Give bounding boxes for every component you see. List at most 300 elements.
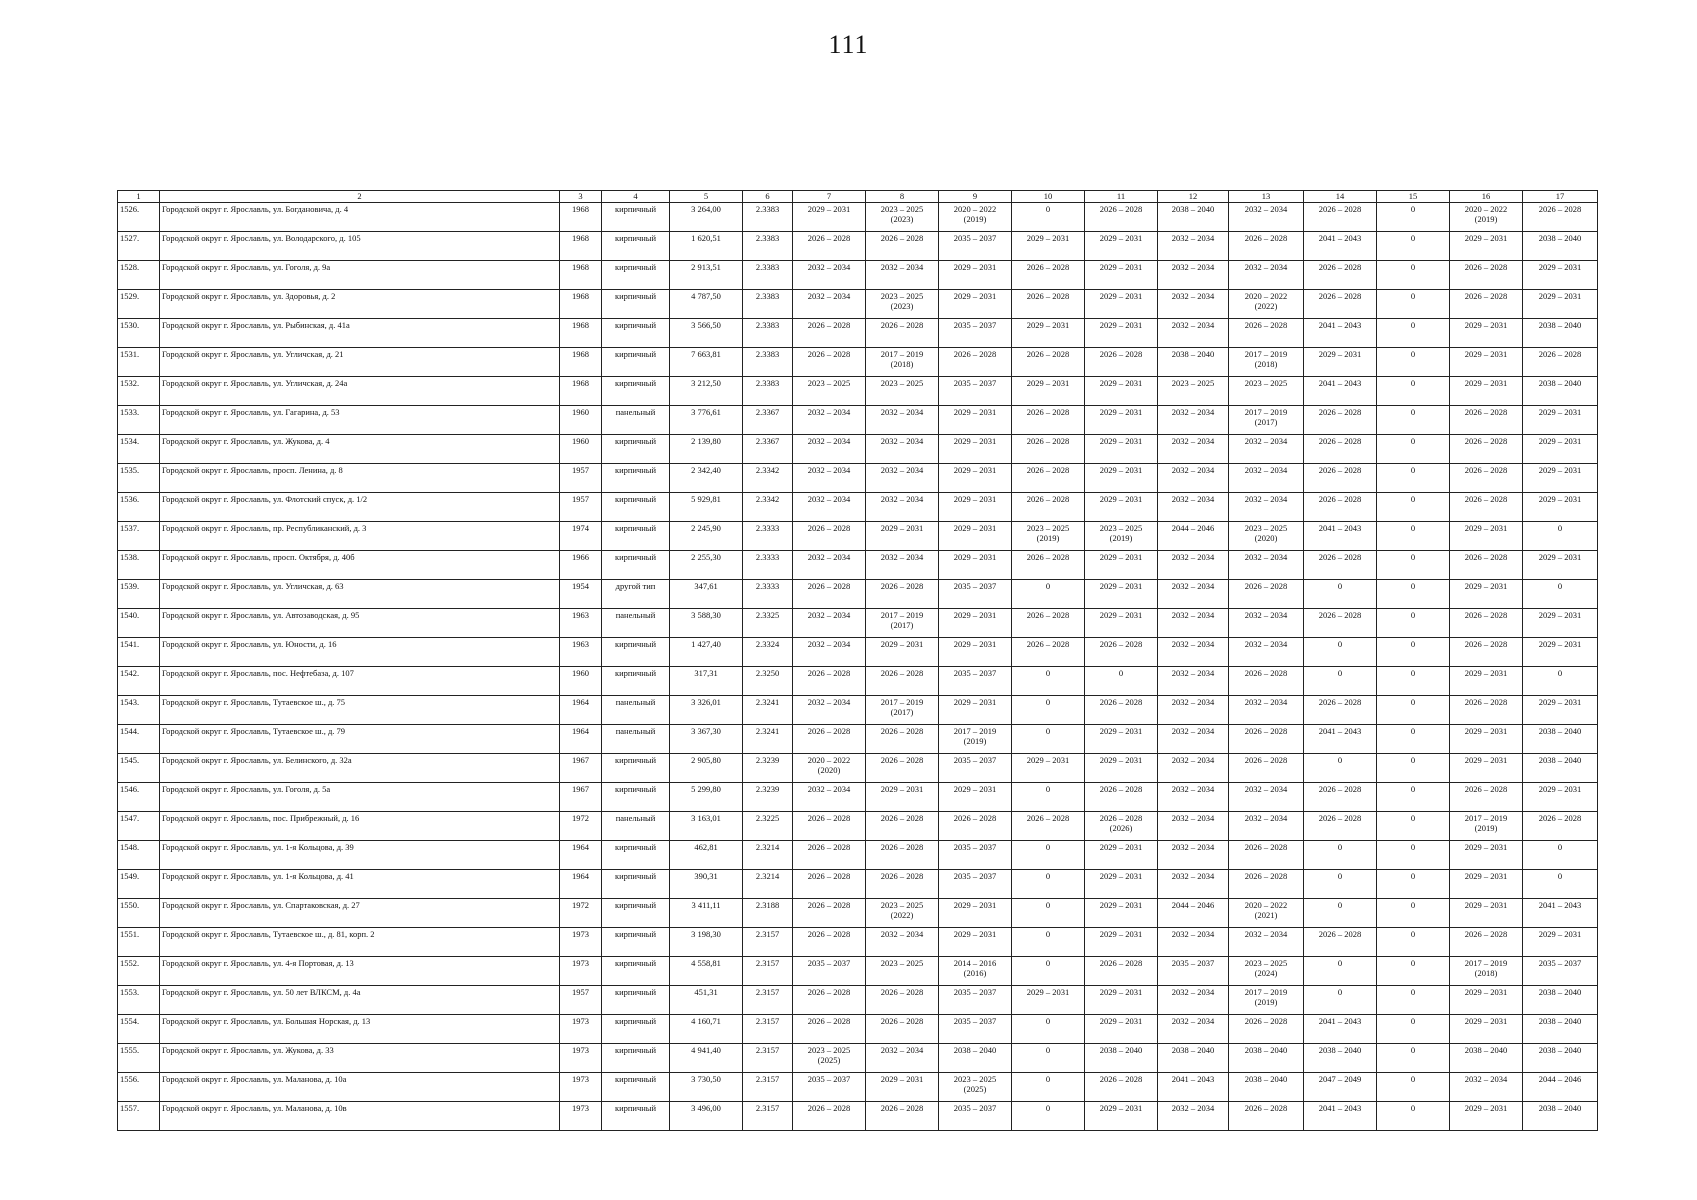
- cell-value: 1557.: [120, 1103, 140, 1113]
- period-col-8-cell: [866, 812, 939, 841]
- cell-subvalue: (2019): [1036, 533, 1060, 544]
- cell-value: 2026 – 2028: [1244, 842, 1288, 852]
- cell-value: 2026 – 2028: [807, 349, 851, 359]
- cell-value: 2038 – 2040: [1171, 1045, 1215, 1055]
- period-col-12-cell: [1158, 812, 1229, 841]
- period-col-12-cell: [1158, 1102, 1229, 1131]
- period-col-8-cell: [866, 1073, 939, 1102]
- cell-value: 2026 – 2028: [1464, 610, 1508, 620]
- period-col-12-cell: [1158, 580, 1229, 609]
- table-row: [118, 319, 1598, 348]
- wall-material-cell: [602, 638, 670, 667]
- area-cell: [670, 870, 743, 899]
- year-built-cell: [560, 783, 602, 812]
- period-col-16-cell: [1450, 1073, 1523, 1102]
- cell-value: 2.3324: [755, 639, 780, 649]
- period-col-17-cell: [1523, 1102, 1598, 1131]
- area-cell: [670, 899, 743, 928]
- cell-value: 2038 – 2040: [1538, 1045, 1582, 1055]
- cell-value: 1544.: [120, 726, 140, 736]
- period-col-17-cell: [1523, 667, 1598, 696]
- period-col-8-cell: [866, 667, 939, 696]
- period-col-11-cell: [1085, 783, 1158, 812]
- cell-value: кирпичный: [614, 291, 657, 301]
- cell-value: 2032 – 2034: [880, 494, 924, 504]
- period-col-10-cell: [1012, 928, 1085, 957]
- period-col-15-cell: [1377, 1044, 1450, 1073]
- period-col-17-cell: [1523, 696, 1598, 725]
- cell-value: 1972: [572, 813, 589, 823]
- cell-value: 0: [1045, 1016, 1051, 1026]
- cell-value: 2032 – 2034: [1171, 233, 1215, 243]
- cell-value: 2029 – 2031: [1099, 465, 1143, 475]
- cell-value: 0: [1410, 1074, 1416, 1084]
- cell-value: 2029 – 2031: [1464, 987, 1508, 997]
- period-col-9-cell: [939, 377, 1012, 406]
- year-built-cell: [560, 899, 602, 928]
- cell-value: 1957: [572, 494, 589, 504]
- cell-value: 1530.: [120, 320, 140, 330]
- cell-value: 1973: [572, 1016, 589, 1026]
- cell-value: 2029 – 2031: [880, 1074, 924, 1084]
- period-col-7-cell: [793, 435, 866, 464]
- period-col-14-cell: [1304, 580, 1377, 609]
- period-col-15-cell: [1377, 435, 1450, 464]
- cell-value: Городской округ г. Ярославль, ул. Здоровья, д. 2: [162, 291, 336, 301]
- period-col-11-cell: [1085, 377, 1158, 406]
- cell-value: 2035 – 2037: [1538, 958, 1582, 968]
- cell-value: 0: [1337, 900, 1343, 910]
- period-col-9-cell: [939, 638, 1012, 667]
- period-col-15-cell: [1377, 696, 1450, 725]
- cell-value: 2029 – 2031: [1099, 1016, 1143, 1026]
- cell-value: 1964: [572, 726, 589, 736]
- cell-value: 1554.: [120, 1016, 140, 1026]
- cell-value: 2032 – 2034: [880, 407, 924, 417]
- area-cell: [670, 319, 743, 348]
- period-col-13-cell: [1229, 319, 1304, 348]
- coefficient-cell: [743, 667, 793, 696]
- address-cell: [160, 609, 560, 638]
- period-col-16-cell: [1450, 812, 1523, 841]
- cell-value: 2029 – 2031: [1538, 291, 1582, 301]
- period-col-14-cell: [1304, 319, 1377, 348]
- cell-value: Городской округ г. Ярославль, ул. Белинского, д. 32а: [162, 755, 352, 765]
- coefficient-cell: [743, 783, 793, 812]
- cell-value: 2026 – 2028: [807, 987, 851, 997]
- area-cell: [670, 1015, 743, 1044]
- cell-value: 2035 – 2037: [953, 1016, 997, 1026]
- cell-value: 2020 – 2022: [1244, 291, 1288, 301]
- row-number-cell: [118, 783, 160, 812]
- row-number-cell: [118, 696, 160, 725]
- table-row: [118, 638, 1598, 667]
- cell-value: 2.3367: [755, 436, 780, 446]
- cell-value: Городской округ г. Ярославль, ул. Флотский спуск, д. 1/2: [162, 494, 368, 504]
- wall-material-cell: [602, 754, 670, 783]
- period-col-8-cell: [866, 406, 939, 435]
- cell-value: 2032 – 2034: [1171, 407, 1215, 417]
- period-col-16-cell: [1450, 609, 1523, 638]
- cell-value: 1963: [572, 639, 589, 649]
- cell-value: 2026 – 2028: [880, 842, 924, 852]
- cell-value: 0: [1410, 465, 1416, 475]
- period-col-16-cell: [1450, 1015, 1523, 1044]
- cell-value: 2.3333: [755, 581, 780, 591]
- area-cell: [670, 1073, 743, 1102]
- period-col-17-cell: [1523, 580, 1598, 609]
- cell-value: 2026 – 2028: [1538, 204, 1582, 214]
- cell-value: 317,31: [694, 668, 718, 678]
- cell-value: 2035 – 2037: [953, 233, 997, 243]
- column-number-cell: 8: [866, 191, 939, 203]
- wall-material-cell: [602, 1102, 670, 1131]
- cell-value: Городской округ г. Ярославль, ул. Маланова, д. 10в: [162, 1103, 347, 1113]
- year-built-cell: [560, 1044, 602, 1073]
- row-number-cell: [118, 493, 160, 522]
- address-cell: [160, 725, 560, 754]
- cell-value: 2026 – 2028: [1244, 755, 1288, 765]
- cell-value: 2032 – 2034: [1171, 668, 1215, 678]
- cell-value: 2038 – 2040: [1538, 320, 1582, 330]
- cell-value: 2029 – 2031: [1538, 494, 1582, 504]
- coefficient-cell: [743, 899, 793, 928]
- period-col-9-cell: [939, 812, 1012, 841]
- cell-value: 2035 – 2037: [953, 668, 997, 678]
- cell-value: панельный: [615, 610, 656, 620]
- period-col-8-cell: [866, 261, 939, 290]
- cell-value: 2032 – 2034: [1171, 1103, 1215, 1113]
- period-col-8-cell: [866, 841, 939, 870]
- address-cell: [160, 319, 560, 348]
- year-built-cell: [560, 580, 602, 609]
- cell-value: Городской округ г. Ярославль, ул. Спартаковская, д. 27: [162, 900, 360, 910]
- cell-value: 2026 – 2028: [1026, 349, 1070, 359]
- cell-value: 2026 – 2028: [880, 726, 924, 736]
- column-number-cell: 14: [1304, 191, 1377, 203]
- period-col-13-cell: [1229, 812, 1304, 841]
- cell-value: 2026 – 2028: [1026, 610, 1070, 620]
- cell-value: кирпичный: [614, 1016, 657, 1026]
- cell-value: Городской округ г. Ярославль, ул. Юности, д. 16: [162, 639, 337, 649]
- column-number-cell: 9: [939, 191, 1012, 203]
- cell-value: 2029 – 2031: [953, 465, 997, 475]
- column-number-cell: 16: [1450, 191, 1523, 203]
- cell-value: 2.3333: [755, 552, 780, 562]
- cell-value: 2038 – 2040: [1538, 1016, 1582, 1026]
- row-number-cell: [118, 609, 160, 638]
- address-cell: [160, 783, 560, 812]
- cell-value: 2029 – 2031: [953, 552, 997, 562]
- cell-value: 2032 – 2034: [880, 465, 924, 475]
- period-col-8-cell: [866, 522, 939, 551]
- cell-value: 2017 – 2019: [1244, 407, 1288, 417]
- cell-value: 2035 – 2037: [953, 755, 997, 765]
- period-col-8-cell: [866, 783, 939, 812]
- cell-value: 2.3239: [755, 784, 780, 794]
- cell-value: кирпичный: [614, 987, 657, 997]
- column-number-cell: 12: [1158, 191, 1229, 203]
- cell-value: 2.3225: [755, 813, 780, 823]
- period-col-15-cell: [1377, 290, 1450, 319]
- cell-value: 2.3383: [755, 262, 780, 272]
- table-row: [118, 841, 1598, 870]
- period-col-7-cell: [793, 232, 866, 261]
- cell-value: 0: [1118, 668, 1124, 678]
- cell-value: 2026 – 2028: [1099, 813, 1143, 823]
- period-col-14-cell: [1304, 899, 1377, 928]
- cell-value: 0: [1410, 755, 1416, 765]
- period-col-13-cell: [1229, 667, 1304, 696]
- cell-value: 1555.: [120, 1045, 140, 1055]
- cell-value: 1973: [572, 1045, 589, 1055]
- period-col-14-cell: [1304, 435, 1377, 464]
- period-col-10-cell: [1012, 986, 1085, 1015]
- period-col-13-cell: [1229, 609, 1304, 638]
- period-col-15-cell: [1377, 348, 1450, 377]
- cell-value: 2032 – 2034: [880, 262, 924, 272]
- cell-subvalue: (2018): [1474, 968, 1498, 979]
- period-col-7-cell: [793, 696, 866, 725]
- period-col-7-cell: [793, 1015, 866, 1044]
- period-col-13-cell: [1229, 522, 1304, 551]
- cell-value: 2032 – 2034: [807, 436, 851, 446]
- period-col-11-cell: [1085, 290, 1158, 319]
- cell-value: 2029 – 2031: [1464, 378, 1508, 388]
- cell-subvalue: (2022): [1254, 301, 1278, 312]
- cell-value: 1533.: [120, 407, 140, 417]
- cell-value: 2026 – 2028: [1318, 204, 1362, 214]
- period-col-10-cell: [1012, 725, 1085, 754]
- cell-value: 2032 – 2034: [807, 697, 851, 707]
- row-number-cell: [118, 551, 160, 580]
- period-col-16-cell: [1450, 899, 1523, 928]
- cell-value: 2029 – 2031: [953, 291, 997, 301]
- table-row: [118, 493, 1598, 522]
- cell-value: Городской округ г. Ярославль, Тутаевское ш., д. 81, корп. 2: [162, 929, 375, 939]
- cell-value: 2017 – 2019: [880, 349, 924, 359]
- period-col-12-cell: [1158, 348, 1229, 377]
- cell-value: 2026 – 2028: [1318, 407, 1362, 417]
- coefficient-cell: [743, 348, 793, 377]
- cell-value: 2026 – 2028: [880, 320, 924, 330]
- period-col-14-cell: [1304, 203, 1377, 232]
- cell-value: 2017 – 2019: [953, 726, 997, 736]
- cell-value: 2 245,90: [691, 523, 721, 533]
- period-col-9-cell: [939, 841, 1012, 870]
- cell-value: 2026 – 2028: [1244, 726, 1288, 736]
- cell-value: 3 367,30: [691, 726, 721, 736]
- period-col-13-cell: [1229, 841, 1304, 870]
- cell-value: 2 255,30: [691, 552, 721, 562]
- cell-value: 2026 – 2028: [1318, 784, 1362, 794]
- period-col-11-cell: [1085, 348, 1158, 377]
- cell-value: 2041 – 2043: [1318, 233, 1362, 243]
- cell-value: 2.3325: [755, 610, 780, 620]
- cell-value: 2032 – 2034: [807, 494, 851, 504]
- wall-material-cell: [602, 203, 670, 232]
- period-col-9-cell: [939, 261, 1012, 290]
- cell-value: 2032 – 2034: [1244, 929, 1288, 939]
- year-built-cell: [560, 841, 602, 870]
- period-col-11-cell: [1085, 493, 1158, 522]
- cell-value: 1960: [572, 668, 589, 678]
- page-number: 111: [828, 30, 869, 59]
- cell-value: 2026 – 2028: [880, 1016, 924, 1026]
- period-col-8-cell: [866, 551, 939, 580]
- period-col-10-cell: [1012, 667, 1085, 696]
- cell-value: 0: [1045, 900, 1051, 910]
- cell-value: Городской округ г. Ярославль, ул. Угличская, д. 24а: [162, 378, 348, 388]
- period-col-17-cell: [1523, 493, 1598, 522]
- cell-value: 2026 – 2028: [880, 1103, 924, 1113]
- cell-value: 2029 – 2031: [1026, 320, 1070, 330]
- period-col-15-cell: [1377, 551, 1450, 580]
- cell-value: 3 198,30: [691, 929, 721, 939]
- cell-value: 2023 – 2025: [807, 1045, 851, 1055]
- cell-value: 0: [1045, 204, 1051, 214]
- table-row: [118, 696, 1598, 725]
- table-row: [118, 1015, 1598, 1044]
- period-col-12-cell: [1158, 435, 1229, 464]
- cell-value: 2026 – 2028: [1244, 1103, 1288, 1113]
- column-number-cell: 1: [118, 191, 160, 203]
- cell-value: 0: [1045, 958, 1051, 968]
- cell-value: 2023 – 2025: [880, 291, 924, 301]
- period-col-14-cell: [1304, 696, 1377, 725]
- period-col-13-cell: [1229, 348, 1304, 377]
- year-built-cell: [560, 522, 602, 551]
- row-number-cell: [118, 986, 160, 1015]
- cell-value: 2017 – 2019: [880, 697, 924, 707]
- cell-value: 2029 – 2031: [953, 407, 997, 417]
- cell-value: 2032 – 2034: [807, 552, 851, 562]
- cell-value: 2032 – 2034: [1171, 639, 1215, 649]
- cell-value: 1536.: [120, 494, 140, 504]
- cell-value: 2026 – 2028: [1464, 784, 1508, 794]
- cell-value: 2023 – 2025: [880, 204, 924, 214]
- cell-value: 2026 – 2028: [1464, 697, 1508, 707]
- period-col-8-cell: [866, 319, 939, 348]
- cell-value: 2026 – 2028: [880, 233, 924, 243]
- coefficient-cell: [743, 319, 793, 348]
- cell-value: 2017 – 2019: [880, 610, 924, 620]
- cell-value: 2032 – 2034: [807, 407, 851, 417]
- wall-material-cell: [602, 377, 670, 406]
- period-col-13-cell: [1229, 203, 1304, 232]
- cell-value: 0: [1337, 842, 1343, 852]
- cell-value: 2029 – 2031: [1099, 726, 1143, 736]
- period-col-11-cell: [1085, 232, 1158, 261]
- cell-value: Городской округ г. Ярославль, пос. Нефтебаза, д. 107: [162, 668, 354, 678]
- coefficient-cell: [743, 870, 793, 899]
- table-row: [118, 406, 1598, 435]
- cell-value: 2032 – 2034: [807, 784, 851, 794]
- cell-value: 2032 – 2034: [1171, 755, 1215, 765]
- period-col-14-cell: [1304, 493, 1377, 522]
- cell-value: 2026 – 2028: [807, 842, 851, 852]
- cell-value: 0: [1557, 581, 1563, 591]
- cell-value: кирпичный: [614, 436, 657, 446]
- period-col-12-cell: [1158, 493, 1229, 522]
- period-col-17-cell: [1523, 986, 1598, 1015]
- column-number-cell: 15: [1377, 191, 1450, 203]
- period-col-11-cell: [1085, 667, 1158, 696]
- period-col-12-cell: [1158, 406, 1229, 435]
- cell-value: 2029 – 2031: [953, 929, 997, 939]
- period-col-11-cell: [1085, 986, 1158, 1015]
- cell-value: 0: [1045, 1045, 1051, 1055]
- period-col-7-cell: [793, 203, 866, 232]
- area-cell: [670, 754, 743, 783]
- cell-value: 2026 – 2028: [807, 320, 851, 330]
- period-col-14-cell: [1304, 1073, 1377, 1102]
- cell-value: 2029 – 2031: [1099, 581, 1143, 591]
- cell-value: 1974: [572, 523, 589, 533]
- row-number-cell: [118, 348, 160, 377]
- cell-value: 2041 – 2043: [1318, 378, 1362, 388]
- cell-value: 1973: [572, 1074, 589, 1084]
- wall-material-cell: [602, 870, 670, 899]
- row-number-cell: [118, 812, 160, 841]
- period-col-7-cell: [793, 1044, 866, 1073]
- year-built-cell: [560, 696, 602, 725]
- cell-value: 0: [1410, 523, 1416, 533]
- period-col-13-cell: [1229, 899, 1304, 928]
- cell-value: 1550.: [120, 900, 140, 910]
- area-cell: [670, 377, 743, 406]
- period-col-16-cell: [1450, 522, 1523, 551]
- cell-value: 2032 – 2034: [1171, 697, 1215, 707]
- wall-material-cell: [602, 580, 670, 609]
- cell-value: 2029 – 2031: [1538, 407, 1582, 417]
- year-built-cell: [560, 928, 602, 957]
- cell-value: 2026 – 2028: [1099, 639, 1143, 649]
- period-col-13-cell: [1229, 464, 1304, 493]
- cell-value: 1973: [572, 929, 589, 939]
- period-col-15-cell: [1377, 841, 1450, 870]
- cell-value: 2017 – 2019: [1464, 813, 1508, 823]
- cell-value: панельный: [615, 697, 656, 707]
- cell-value: Городской округ г. Ярославль, пр. Республиканский, д. 3: [162, 523, 367, 533]
- period-col-8-cell: [866, 203, 939, 232]
- period-col-14-cell: [1304, 783, 1377, 812]
- cell-value: 2026 – 2028: [1464, 262, 1508, 272]
- column-number-cell: 5: [670, 191, 743, 203]
- cell-value: 2026 – 2028: [880, 581, 924, 591]
- row-number-cell: [118, 464, 160, 493]
- wall-material-cell: [602, 696, 670, 725]
- period-col-9-cell: [939, 957, 1012, 986]
- cell-value: 3 496,00: [691, 1103, 721, 1113]
- period-col-10-cell: [1012, 580, 1085, 609]
- period-col-15-cell: [1377, 319, 1450, 348]
- table-row: [118, 899, 1598, 928]
- cell-value: 2026 – 2028: [1244, 668, 1288, 678]
- cell-value: 2 342,40: [691, 465, 721, 475]
- cell-value: 0: [1410, 900, 1416, 910]
- cell-value: 2029 – 2031: [1099, 494, 1143, 504]
- cell-value: 1535.: [120, 465, 140, 475]
- wall-material-cell: [602, 783, 670, 812]
- period-col-7-cell: [793, 725, 866, 754]
- cell-value: 2017 – 2019: [1464, 958, 1508, 968]
- cell-value: 2029 – 2031: [1538, 639, 1582, 649]
- cell-value: 2026 – 2028: [807, 871, 851, 881]
- wall-material-cell: [602, 812, 670, 841]
- period-col-14-cell: [1304, 406, 1377, 435]
- cell-value: 2026 – 2028: [1464, 929, 1508, 939]
